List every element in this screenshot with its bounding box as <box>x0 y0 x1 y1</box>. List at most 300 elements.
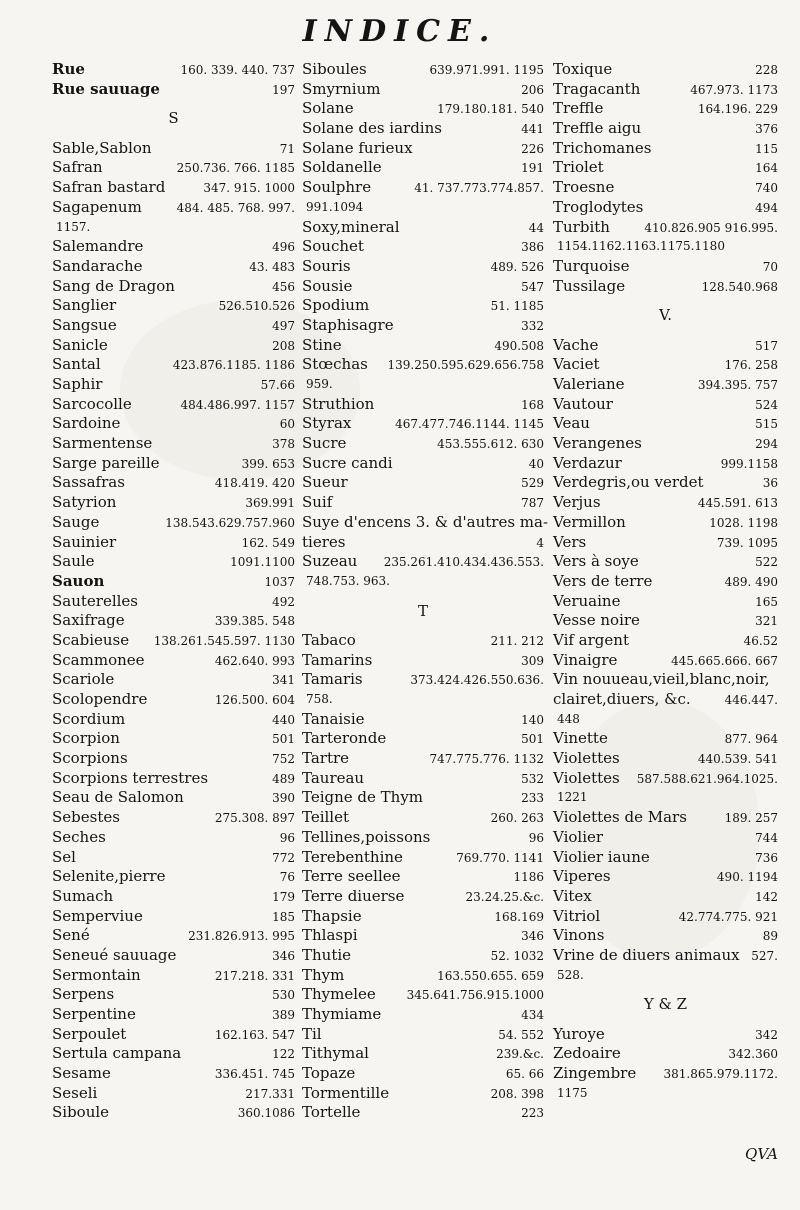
entry-pages: 223 <box>521 1106 544 1121</box>
entry-name: Vitriol <box>553 906 601 925</box>
entry-name: Taureau <box>302 768 365 787</box>
index-entry <box>302 99 544 119</box>
index-entry <box>553 729 778 749</box>
index-entry <box>302 1044 544 1064</box>
entry-name: Verjus <box>553 493 601 512</box>
entry-name: Sang de Dragon <box>52 276 175 295</box>
index-column-3 <box>553 60 778 1103</box>
entry-pages-continued: 959. <box>306 377 333 391</box>
entry-name: Saxifrage <box>52 611 125 630</box>
entry-name: Styrax <box>302 414 352 433</box>
entry-pages: 346 <box>272 948 295 963</box>
entry-name: Viperes <box>553 867 611 886</box>
entry-name: Teillet <box>302 808 350 827</box>
entry-name: Soulphre <box>302 178 372 197</box>
entry-name: Sumach <box>52 886 114 905</box>
index-entry <box>52 946 295 966</box>
entry-name: Terre seellee <box>302 867 401 886</box>
index-entry <box>553 80 778 100</box>
entry-name: Sardoine <box>52 414 121 433</box>
entry-pages: 360.1086 <box>237 1106 295 1121</box>
entry-pages: 126.500. 604 <box>214 693 295 708</box>
entry-name: Sable,Sablon <box>52 138 152 157</box>
entry-pages: 197 <box>272 82 295 97</box>
index-entry <box>52 769 295 789</box>
index-entry <box>52 454 295 474</box>
index-entry <box>52 729 295 749</box>
index-entry <box>553 198 778 218</box>
entry-pages: 445.591. 613 <box>697 496 778 511</box>
index-entry <box>302 670 544 690</box>
index-entry <box>302 1064 544 1084</box>
index-entry <box>52 513 295 533</box>
entry-name: Solane des iardins <box>302 119 442 138</box>
entry-pages-continued: 1157. <box>56 219 91 234</box>
entry-pages: 445.665.666. 667 <box>671 653 778 668</box>
index-entry <box>302 1005 544 1025</box>
index-entry <box>52 808 295 828</box>
letter-header: T <box>417 601 428 620</box>
entry-pages: 497 <box>272 318 295 333</box>
entry-pages: 462.640. 993 <box>214 653 295 668</box>
index-entry <box>553 277 778 297</box>
entry-pages: 736 <box>755 850 778 865</box>
entry-name: Saphir <box>52 375 103 394</box>
entry-name: Struthion <box>302 394 375 413</box>
entry-pages: 191 <box>521 161 544 176</box>
index-entry <box>553 946 778 966</box>
entry-pages: 453.555.612. 630 <box>437 437 544 452</box>
entry-name: Thutie <box>302 945 352 964</box>
entry-name: Souchet <box>302 237 364 256</box>
entry-pages: 484. 485. 768. 997. <box>176 200 295 215</box>
entry-name: Vif argent <box>553 630 629 649</box>
entry-pages: 381.865.979.1172. <box>663 1067 778 1082</box>
index-entry <box>302 788 544 808</box>
entry-name: Triolet <box>553 158 604 177</box>
index-entry <box>302 1025 544 1045</box>
entry-pages: 390 <box>272 791 295 806</box>
index-entry <box>52 631 295 651</box>
entry-name: Scabieuse <box>52 630 130 649</box>
entry-name: Tragacanth <box>553 79 641 98</box>
index-entry <box>52 1064 295 1084</box>
entry-pages: 164 <box>755 161 778 176</box>
entry-name: Soxy,mineral <box>302 217 400 236</box>
index-entry <box>302 237 544 257</box>
entry-pages: 294 <box>755 437 778 452</box>
entry-name: Toxique <box>553 60 613 78</box>
entry-name: Staphisagre <box>302 315 394 334</box>
entry-name: Valeriane <box>553 375 625 394</box>
index-entry <box>302 296 544 316</box>
entry-name: Yuroye <box>553 1024 605 1043</box>
index-entry <box>553 828 778 848</box>
index-entry <box>302 493 544 513</box>
index-entry <box>302 119 544 139</box>
index-entry <box>553 513 778 533</box>
entry-pages: 160. 339. 440. 737 <box>180 63 295 77</box>
index-entry <box>553 434 778 454</box>
entry-pages: 226 <box>521 141 544 156</box>
index-entry <box>52 1103 295 1123</box>
index-entry <box>302 336 544 356</box>
index-entry <box>302 218 544 238</box>
index-entry <box>52 414 295 434</box>
index-entry <box>553 99 778 119</box>
index-entry <box>302 139 544 159</box>
index-entry <box>553 631 778 651</box>
entry-name: Verdegris,ou verdet <box>553 473 704 492</box>
index-entry <box>302 867 544 887</box>
index-entry <box>302 158 544 178</box>
index-entry <box>553 611 778 631</box>
entry-pages: 4 <box>536 535 544 550</box>
index-entry <box>553 887 778 907</box>
index-entry <box>302 178 544 198</box>
entry-name: Tamaris <box>302 670 363 689</box>
index-entry <box>553 1064 778 1084</box>
index-entry <box>52 848 295 868</box>
entry-name: Safran <box>52 158 103 177</box>
entry-pages: 40 <box>528 456 544 471</box>
entry-name: Sucre candi <box>302 453 393 472</box>
index-entry <box>52 316 295 336</box>
entry-name: Vitex <box>553 886 592 905</box>
index-entry <box>553 1025 778 1045</box>
index-entry <box>302 454 544 474</box>
index-entry <box>302 651 544 671</box>
index-entry <box>553 749 778 769</box>
index-entry <box>302 277 544 297</box>
index-entry <box>302 631 544 651</box>
entry-name: Selenite,pierre <box>52 867 166 886</box>
entry-name: Zedoaire <box>553 1044 621 1063</box>
entry-pages: 342 <box>755 1027 778 1042</box>
entry-name: Violier iaune <box>553 847 650 866</box>
index-entry <box>302 808 544 828</box>
entry-pages-continued: 1175 <box>557 1085 588 1100</box>
entry-name: Seseli <box>52 1083 98 1102</box>
index-entry <box>302 257 544 277</box>
entry-name: Vers de terre <box>553 571 653 590</box>
entry-pages: 239.&c. <box>496 1047 544 1062</box>
entry-pages: 138.261.545.597. 1130 <box>153 633 295 648</box>
entry-pages: 36 <box>762 476 778 491</box>
entry-pages: 467.973. 1173 <box>690 82 778 97</box>
entry-name: Terre diuerse <box>302 886 405 905</box>
entry-pages: 527. <box>751 948 778 963</box>
entry-pages: 179 <box>272 889 295 904</box>
index-entry <box>52 277 295 297</box>
entry-name: Stine <box>302 335 342 354</box>
entry-pages: 1037 <box>264 574 295 589</box>
entry-pages: 747.775.776. 1132 <box>429 752 544 767</box>
entry-name: Tormentille <box>302 1083 390 1102</box>
entry-pages: 139.250.595.629.656.758 <box>387 358 544 373</box>
index-entry <box>553 651 778 671</box>
entry-pages: 70 <box>762 259 778 274</box>
entry-name: Scorpions <box>52 749 128 768</box>
entry-pages: 587.588.621.964.1025. <box>636 771 778 786</box>
index-entry <box>302 828 544 848</box>
entry-name: Tortelle <box>302 1103 361 1122</box>
entry-name: Vers <box>553 532 587 551</box>
entry-name: Santal <box>52 355 101 374</box>
entry-name: Turbith <box>553 217 610 236</box>
entry-pages: 332 <box>521 318 544 333</box>
entry-name: Sel <box>52 847 76 866</box>
entry-pages: 744 <box>755 830 778 845</box>
entry-pages: 162.163. 547 <box>214 1027 295 1042</box>
entry-name: Seches <box>52 827 106 846</box>
entry-pages: 217.218. 331 <box>214 968 295 983</box>
entry-name: Sarmentense <box>52 434 153 453</box>
index-entry <box>553 218 778 238</box>
entry-pages: 115 <box>755 141 778 156</box>
index-entry <box>52 966 295 986</box>
index-entry <box>553 139 778 159</box>
entry-pages: 456 <box>272 279 295 294</box>
index-entry <box>302 533 544 553</box>
entry-pages: 54. 552 <box>498 1027 544 1042</box>
entry-pages: 162. 549 <box>241 535 295 550</box>
entry-name: Seau de Salomon <box>52 788 184 807</box>
index-entry <box>52 257 295 277</box>
entry-pages: 440.539. 541 <box>697 752 778 767</box>
index-entry <box>302 512 549 533</box>
entry-name: Troesne <box>553 178 615 197</box>
index-entry <box>553 848 778 868</box>
index-entry <box>553 158 778 178</box>
entry-pages: 1186 <box>513 870 544 885</box>
entry-name: Vin nouueau,vieil,blanc,noir, <box>553 670 770 689</box>
entry-name: Vesse noire <box>553 611 640 630</box>
entry-name: Sanicle <box>52 335 108 354</box>
entry-pages: 164.196. 229 <box>697 102 778 117</box>
index-entry <box>302 355 544 375</box>
entry-name: Seneué sauuage <box>52 945 177 964</box>
entry-pages-continued: 758. <box>306 692 333 707</box>
index-entry <box>553 355 778 375</box>
index-entry <box>52 572 295 592</box>
index-entry <box>52 139 295 159</box>
entry-pages: 373.424.426.550.636. <box>410 673 544 688</box>
entry-name: Zingembre <box>553 1064 637 1083</box>
entry-name: Vaciet <box>553 355 600 374</box>
entry-name: Vinette <box>553 729 608 748</box>
entry-name: Violier <box>553 827 604 846</box>
entry-name: Sandarache <box>52 256 143 275</box>
index-entry <box>302 985 544 1005</box>
entry-name: Sertula campana <box>52 1044 182 1063</box>
entry-name: Thymelee <box>302 985 376 1004</box>
index-entry <box>553 572 778 592</box>
entry-pages: 369.991 <box>245 496 295 511</box>
index-entry <box>302 926 544 946</box>
entry-pages: 71 <box>279 141 295 156</box>
entry-name: Tithymal <box>302 1044 369 1063</box>
entry-pages: 547 <box>521 279 544 294</box>
index-entry <box>553 533 778 553</box>
index-entry <box>553 926 778 946</box>
entry-pages: 376 <box>755 122 778 137</box>
entry-pages: 489. 526 <box>490 259 544 274</box>
entry-name: Thlaspi <box>302 926 358 945</box>
entry-name: Sebestes <box>52 808 120 827</box>
entry-pages: 441 <box>521 122 544 137</box>
index-entry <box>302 395 544 415</box>
index-entry <box>52 533 295 553</box>
entry-name: Rue <box>52 60 85 78</box>
entry-pages: 176. 258 <box>724 358 778 373</box>
entry-name: Suif <box>302 493 333 512</box>
entry-name: Vinons <box>553 926 605 945</box>
index-entry <box>553 552 778 572</box>
index-entry <box>52 907 295 927</box>
entry-name: Sauon <box>52 571 105 590</box>
index-entry <box>553 178 778 198</box>
entry-name: Sauinier <box>52 532 117 551</box>
entry-pages: 772 <box>272 850 295 865</box>
entry-pages: 228 <box>755 63 778 77</box>
index-entry <box>302 729 544 749</box>
entry-pages: 739. 1095 <box>716 535 778 550</box>
index-entry <box>553 493 778 513</box>
index-entry <box>52 493 295 513</box>
entry-name: Veau <box>553 414 590 433</box>
entry-name: Sassafras <box>52 473 125 492</box>
entry-pages: 233 <box>521 791 544 806</box>
letter-header: S <box>168 109 179 128</box>
entry-name: Solane <box>302 99 354 118</box>
entry-name: Scorpions terrestres <box>52 768 209 787</box>
entry-name: Saule <box>52 552 95 571</box>
index-entry <box>52 60 295 80</box>
entry-pages: 168 <box>521 397 544 412</box>
index-entry <box>52 710 295 730</box>
index-entry <box>553 670 778 690</box>
entry-name: Semperviue <box>52 906 143 925</box>
index-entry <box>553 60 778 80</box>
entry-name: Teigne de Thym <box>302 788 424 807</box>
index-entry <box>553 336 778 356</box>
index-entry <box>302 907 544 927</box>
entry-pages: 65. 66 <box>505 1067 544 1082</box>
entry-pages: 275.308. 897 <box>214 811 295 826</box>
index-entry <box>52 237 295 257</box>
entry-name: Vrine de diuers animaux <box>553 945 740 964</box>
entry-pages: 752 <box>272 752 295 767</box>
entry-pages: 639.971.991. 1195 <box>429 63 544 77</box>
index-entry <box>553 395 778 415</box>
index-entry <box>302 414 544 434</box>
entry-pages: 321 <box>755 614 778 629</box>
entry-pages: 532 <box>521 771 544 786</box>
index-entry <box>52 198 295 218</box>
index-entry <box>302 1103 544 1123</box>
entry-name: Tartre <box>302 749 350 768</box>
entry-pages: 530 <box>272 988 295 1003</box>
entry-name: Soldanelle <box>302 158 382 177</box>
entry-name: Scammonee <box>52 650 145 669</box>
entry-pages: 345.641.756.915.1000 <box>406 988 544 1003</box>
entry-pages-continued: 1154.1162.1163.1175.1180 <box>557 239 725 254</box>
entry-name: Tussilage <box>553 276 626 295</box>
entry-pages-continued: 748.753. 963. <box>306 573 390 588</box>
entry-name: Spodium <box>302 296 370 315</box>
index-entry <box>52 1044 295 1064</box>
index-column-2 <box>302 60 549 1123</box>
entry-pages: 342.360 <box>728 1047 778 1062</box>
entry-pages: 399. 653 <box>241 456 295 471</box>
entry-pages: 43. 483 <box>249 259 295 274</box>
index-entry <box>302 1084 544 1104</box>
index-entry <box>553 690 778 710</box>
index-entry <box>52 178 295 198</box>
index-entry <box>553 1044 778 1064</box>
index-entry <box>302 887 544 907</box>
index-entry <box>52 552 295 572</box>
entry-pages: 999.1158 <box>720 456 778 471</box>
entry-name: Thymiame <box>302 1005 382 1024</box>
index-entry <box>52 670 295 690</box>
entry-pages: 341 <box>272 673 295 688</box>
entry-pages: 496 <box>272 240 295 255</box>
index-entry <box>302 848 544 868</box>
entry-name: Tamarins <box>302 650 373 669</box>
entry-pages: 309 <box>521 653 544 668</box>
entry-pages: 394.395. 757 <box>697 378 778 393</box>
entry-pages: 522 <box>755 555 778 570</box>
entry-name: clairet,diuers, &c. <box>553 690 691 709</box>
index-entry <box>52 296 295 316</box>
entry-name: Troglodytes <box>553 197 644 216</box>
letter-header: Y & Z <box>643 995 688 1014</box>
entry-name: Til <box>302 1024 322 1043</box>
index-entry <box>302 552 544 572</box>
index-entry <box>52 828 295 848</box>
entry-pages: 515 <box>755 417 778 432</box>
entry-name: Sucre <box>302 434 347 453</box>
entry-pages-continued: 991.1094 <box>306 199 364 214</box>
entry-pages: 163.550.655. 659 <box>437 968 544 983</box>
index-entry <box>553 257 778 277</box>
index-entry <box>553 592 778 612</box>
entry-pages: 260. 263 <box>490 811 544 826</box>
index-entry <box>52 887 295 907</box>
entry-pages: 185 <box>272 909 295 924</box>
index-entry <box>52 651 295 671</box>
entry-pages: 208 <box>272 338 295 353</box>
entry-name: Sermontain <box>52 965 141 984</box>
entry-pages: 740 <box>755 181 778 196</box>
index-entry <box>302 316 544 336</box>
entry-pages: 336.451. 745 <box>214 1067 295 1082</box>
entry-pages: 787 <box>521 496 544 511</box>
entry-pages: 165 <box>755 594 778 609</box>
entry-pages: 769.770. 1141 <box>456 850 544 865</box>
entry-name: Sesame <box>52 1064 111 1083</box>
entry-pages: 410.826.905 916.995. <box>644 220 778 235</box>
page-title: INDICE. <box>302 14 498 49</box>
entry-name: Thapsie <box>302 906 362 925</box>
index-entry <box>302 60 544 80</box>
entry-pages: 89 <box>762 929 778 944</box>
entry-pages: 526.510.526 <box>218 299 295 314</box>
index-entry <box>302 473 544 493</box>
entry-pages: 138.543.629.757.960 <box>165 515 295 530</box>
